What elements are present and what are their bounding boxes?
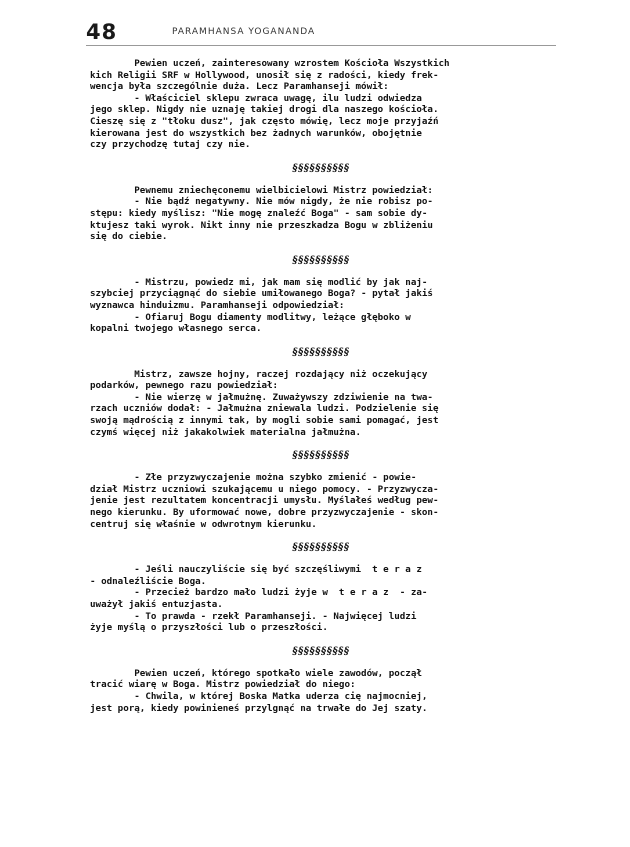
text-line: rzach uczniów dodał: - Jałmużna zniewala ludzi. Podzielenie się [90,403,439,415]
text-line: Cieszę się z "tłoku dusz", jak często mówię, lecz moje przyjaźń [90,115,439,127]
text-line: stępu: kiedy myślisz: "Nie mogę znaleźć Boga" - sam sobie dy- [90,207,428,219]
text-line: dział Mistrz uczniowi szukającemu u niego pomocy. - Przyzwycza- [90,483,439,495]
text-section [90,277,552,335]
text-line: tracić wiarę w Boga. Mistrz powiedział do niego: [90,679,356,691]
section-divider-ornament: §§§§§§§§§§ [292,162,350,174]
section-divider-ornament: §§§§§§§§§§ [292,346,350,358]
text-section [90,369,552,439]
text-line: Pewien uczeń, zainteresowany wzrostem Kościoła Wszystkich [90,58,450,69]
text-line: Pewnemu zniechęconemu wielbicielowi Mistrz powiedział: [90,184,433,196]
text-section [90,58,552,151]
text-line: Mistrz, zawsze hojny, raczej rozdający niż oczekujący [90,368,428,380]
header-rule [86,45,556,46]
running-head: PARAMHANSA YOGANANDA [172,27,316,37]
text-line: - Właściciel sklepu zwraca uwagę, ilu ludzi odwiedza [90,92,422,104]
text-line: - Nie bądź negatywny. Nie mów nigdy, że nie robisz po- [90,196,433,208]
text-section [90,185,552,243]
section-divider-ornament: §§§§§§§§§§ [292,645,350,657]
text-line: centruj się właśnie w odwrotnym kierunku. [90,518,317,530]
text-line: - Złe przyzwyczajenie można szybko zmienić - powie- [90,472,417,484]
text-line: - Nie wierzę w jałmużnę. Zuważywszy zdziwienie na twa- [90,391,433,403]
text-line: się do ciebie. [90,231,168,243]
text-line: - Jeśli nauczyliście się być szczęśliwymi t e r a z [90,564,422,576]
text-line: kopalni twojego własnego serca. [90,323,262,335]
text-line: - Ofiaruj Bogu diamenty modlitwy, leżące głęboko w [90,311,411,323]
section-divider-ornament: §§§§§§§§§§ [292,542,350,554]
text-line: - Przecież bardzo mało ludzi żyje w t e r a z - za- [90,587,428,599]
document-body [90,58,552,714]
text-line: podarków, pewnego razu powiedział: [90,380,279,392]
text-line: nego kierunku. By uformować nowe, dobre przyzwyczajenie - skon- [90,507,439,519]
text-line: - To prawda - rzekł Paramhanseji. - Najwięcej ludzi [90,610,417,622]
text-line: - odnaleźliście Boga. [90,575,207,587]
text-line: jest porą, kiedy powinieneś przylgnąć na trwałe do Jej szaty. [90,702,428,714]
text-section [90,564,552,634]
text-section [90,668,552,714]
text-line: swoją mądrością z innymi tak, by mogli sobie sami pomagać, jest [90,415,439,427]
text-line: ktujesz taki wyrok. Nikt inny nie przeszkadza Bogu w zbliżeniu [90,219,433,231]
text-line: żyje myślą o przyszłości lub o przeszłości. [90,622,328,634]
text-section [90,472,552,530]
text-line: wyznawca hinduizmu. Paramhanseji odpowiedział: [90,299,345,311]
text-line: - Mistrzu, powiedz mi, jak mam się modlić by jak naj- [90,276,428,288]
text-line: kich Religii SRF w Hollywood, unosił się z radości, kiedy frek- [90,69,439,81]
text-line: czymś więcej niż jakakolwiek materialna jałmużna. [90,426,362,438]
section-divider-ornament: §§§§§§§§§§ [292,450,350,462]
page-header [86,20,556,44]
text-line: szybciej przyciągnąć do siebie umiłowanego Boga? - pytał jakiś [90,288,433,300]
text-line: jego sklep. Nigdy nie uznaję takiej drogi dla naszego kościoła. [90,104,439,116]
text-line: uważył jakiś entuzjasta. [90,599,223,610]
text-line: - Chwila, w której Boska Matka uderza cię najmocniej, [90,690,428,702]
text-line: kierowana jest do wszystkich bez żadnych warunków, obojętnie [90,127,422,139]
page-number: 48 [86,20,118,44]
section-divider-ornament: §§§§§§§§§§ [292,254,350,266]
text-line: wencja była szczególnie duża. Lecz Paramhanseji mówił: [90,81,389,93]
text-line: Pewien uczeń, którego spotkało wiele zawodów, począł [90,667,422,679]
text-line: jenie jest rezultatem koncentracji umysłu. Myślałeś według pew- [90,495,439,507]
text-line: czy przychodzę tutaj czy nie. [90,139,251,151]
